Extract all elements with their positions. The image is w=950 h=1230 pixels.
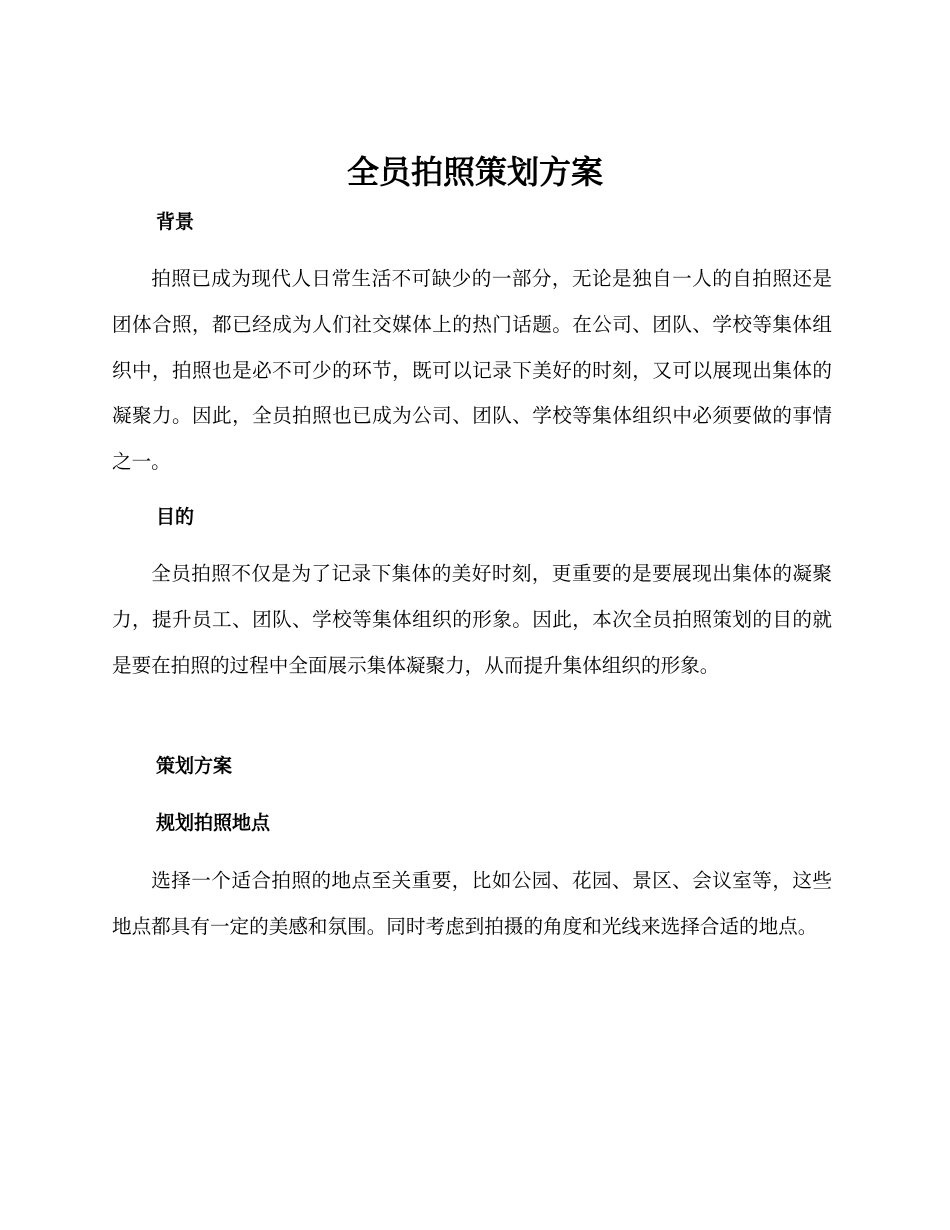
- section-heading-plan: 策划方案: [156, 755, 233, 777]
- section-paragraph-location: 选择一个适合拍照的地点至关重要，比如公园、花园、景区、会议室等，这些地点都具有一定的美感和氛围。同时考虑到拍摄的角度和光线来选择合适的地点。: [112, 869, 832, 938]
- document-title: 全员拍照策划方案: [346, 153, 603, 191]
- section-heading-purpose: 目的: [156, 506, 195, 528]
- section-paragraph-background: 拍照已成为现代人日常生活不可缺少的一部分，无论是独自一人的自拍照还是团体合照，都已经成为人们社交媒体上的热门话题。在公司、团队、学校等集体组织中，拍照也是必不可少的环节，既可以记录下美好的时刻，又可以展现出集体的凝聚力。因此，全员拍照也已成为公司、团队、学校等集体组织中必须要做的事情之一。: [112, 267, 832, 474]
- section-heading-location: 规划拍照地点: [156, 812, 271, 834]
- section-heading-background: 背景: [156, 211, 195, 233]
- section-paragraph-purpose: 全员拍照不仅是为了记录下集体的美好时刻，更重要的是要展现出集体的凝聚力，提升员工、团队、学校等集体组织的形象。因此，本次全员拍照策划的目的就是要在拍照的过程中全面展示集体凝聚力，从而提升集体组织的形象。: [112, 562, 832, 677]
